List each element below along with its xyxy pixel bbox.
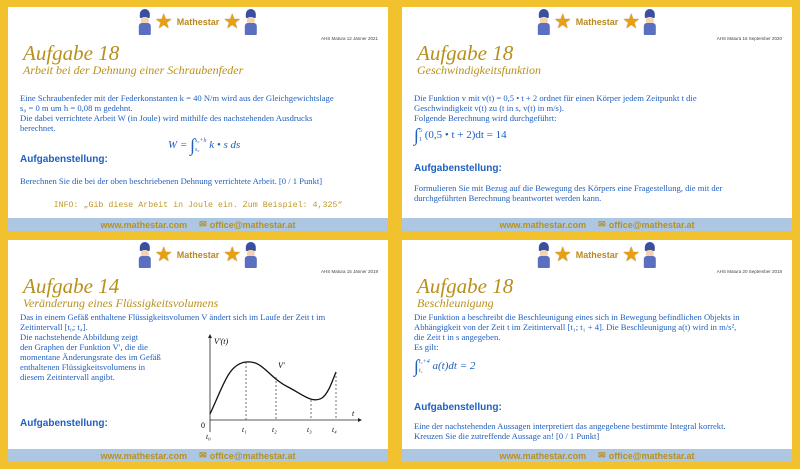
velocity-integral-formula	[414, 125, 507, 146]
mail-icon: ✉	[199, 450, 207, 460]
star-icon: ★	[553, 244, 572, 266]
intro-line: Geschwindigkeit v(t) zu (t in s, v(t) in m/s).	[414, 103, 564, 113]
mathestar-logo	[137, 9, 259, 35]
email-link[interactable]	[598, 450, 694, 461]
website-link[interactable]: www.mathestar.com	[499, 450, 587, 461]
footer-bar	[402, 449, 792, 462]
wizard-mascot-icon	[137, 242, 153, 268]
task-subtitle: Arbeit bei der Dehnung einer Schraubenfeder	[23, 63, 244, 77]
formula-integrand: k • s ds	[209, 139, 241, 152]
tick-label: t₀	[206, 432, 211, 441]
v-prime-curve	[210, 362, 336, 414]
wizard-mascot-icon	[642, 9, 658, 35]
mail-icon: ✉	[598, 219, 606, 229]
wizard-mascot-icon	[243, 9, 259, 35]
rate-of-change-graph	[198, 332, 368, 447]
star-icon: ★	[223, 11, 242, 33]
footer-bar	[8, 449, 388, 462]
task-intro	[414, 93, 697, 123]
website-link[interactable]: www.mathestar.com	[100, 219, 188, 230]
integral-lower-bound: s₀	[195, 146, 200, 153]
task-heading: Aufgabenstellung:	[414, 402, 502, 413]
star-icon: ★	[622, 244, 641, 266]
task-heading: Aufgabenstellung:	[20, 154, 108, 165]
intro-line: berechnet.	[20, 123, 56, 133]
star-icon: ★	[154, 11, 173, 33]
acceleration-integral-formula	[414, 356, 475, 377]
star-icon: ★	[553, 11, 572, 33]
wizard-mascot-icon	[536, 242, 552, 268]
task-intro	[414, 312, 740, 352]
task-heading: Aufgabenstellung:	[414, 163, 502, 174]
intro-line: Die nachstehende Abbildung zeigt	[20, 332, 139, 342]
tick-label: t₁	[242, 425, 247, 434]
intro-line: die Zeit t in s angegeben.	[414, 332, 501, 342]
task-line: Berechnen Sie die bei der oben beschriebenen Dehnung verrichtete Arbeit. [0 / 1 Punkt]	[20, 176, 323, 186]
intro-line: Die Funktion a beschreibt die Beschleunigung eines sich in Bewegung befindlichen Objekts in	[414, 312, 740, 322]
integral-upper-bound: s₀+h	[195, 137, 207, 144]
formula-integrand: (0,5 • t + 2)dt = 14	[424, 129, 507, 142]
x-axis-arrow-icon	[358, 418, 362, 422]
formula-lhs: W =	[168, 139, 188, 152]
curve-label: V′	[278, 361, 285, 370]
email-text: office@mathestar.at	[608, 450, 695, 461]
intro-line: diesem Zeitintervall angibt.	[20, 372, 115, 382]
integral-lower-bound: t₁	[418, 367, 423, 374]
origin-label: 0	[201, 421, 205, 430]
card-aufgabe-18-beschleunigung	[402, 240, 792, 462]
intro-line: Das in einem Gefäß enthaltene Flüssigkeitsvolumen V ändert sich im Laufe der Zeit t im	[20, 312, 326, 322]
tick-label: t₃	[307, 425, 312, 434]
mail-icon: ✉	[598, 450, 606, 460]
mathestar-logo	[536, 242, 658, 268]
work-integral-formula	[168, 135, 240, 156]
integral-sign-icon: ∫	[414, 125, 419, 145]
task-subtitle: Veränderung eines Flüssigkeitsvolumens	[23, 296, 219, 310]
intro-line: Eine Schraubenfeder mit der Federkonstanten k = 40 N/m wird aus der Gleichgewichtslage	[20, 93, 334, 103]
tick-label: t₄	[332, 425, 337, 434]
email-link[interactable]	[598, 219, 694, 230]
website-link[interactable]: www.mathestar.com	[100, 450, 188, 461]
intro-line: Die Funktion v mit v(t) = 0,5 • t + 2 ordnet für einen Körper jedem Zeitpunkt t die	[414, 93, 697, 103]
task-line: Eine der nachstehenden Aussagen interpretiert das angegebene bestimmte Integral korrekt.	[414, 421, 726, 431]
wizard-mascot-icon	[642, 242, 658, 268]
intro-line: Es gilt:	[414, 342, 439, 352]
task-title: Aufgabe 18	[23, 41, 120, 65]
email-text: office@mathestar.at	[209, 219, 296, 230]
task-title: Aufgabe 18	[417, 274, 514, 298]
wizard-mascot-icon	[243, 242, 259, 268]
star-icon: ★	[154, 244, 173, 266]
integral-upper-bound: t₁+4	[418, 358, 430, 365]
footer-bar	[402, 218, 792, 231]
email-text: office@mathestar.at	[608, 219, 695, 230]
card-aufgabe-18-geschwindigkeit	[402, 7, 792, 231]
task-text	[20, 176, 322, 186]
intro-line: den Graphen der Funktion V′, die die	[20, 342, 148, 352]
task-text	[414, 183, 722, 203]
mathestar-logo	[536, 9, 658, 35]
exam-date: AHS Matura 15 Jänner 2019	[320, 269, 378, 274]
intro-line: Zeitintervall [t₀; t₄].	[20, 322, 88, 332]
x-axis-label: t	[352, 409, 355, 418]
mathestar-logo	[137, 242, 259, 268]
brand-name: Mathestar	[176, 17, 220, 27]
task-text	[414, 421, 726, 441]
email-text: office@mathestar.at	[209, 450, 296, 461]
intro-line: Die dabei verrichtete Arbeit W (in Joule) wird mithilfe des nachstehenden Ausdrucks	[20, 113, 313, 123]
card-aufgabe-18-schraubenfeder	[8, 7, 388, 231]
tick-label: t₂	[272, 425, 277, 434]
website-link[interactable]: www.mathestar.com	[499, 219, 587, 230]
task-title: Aufgabe 18	[417, 41, 514, 65]
task-line: Kreuzen Sie die zutreffende Aussage an! [0 / 1 Punkt]	[414, 431, 600, 441]
y-axis-label: V′(t)	[214, 337, 229, 346]
wizard-mascot-icon	[536, 9, 552, 35]
intro-line: momentane Änderungsrate des im Gefäß	[20, 352, 161, 362]
integral-upper-bound: 5	[418, 127, 422, 134]
task-intro	[20, 93, 334, 133]
brand-name: Mathestar	[575, 17, 619, 27]
exam-date: AHS Matura 20 September 2018	[716, 269, 782, 274]
task-title: Aufgabe 14	[23, 274, 120, 298]
star-icon: ★	[622, 11, 641, 33]
mail-icon: ✉	[199, 219, 207, 229]
task-heading: Aufgabenstellung:	[20, 418, 108, 429]
task-subtitle: Geschwindigkeitsfunktion	[417, 63, 541, 77]
brand-name: Mathestar	[176, 250, 220, 260]
task-line: durchgeführten Berechnung beantwortet werden kann.	[414, 193, 602, 203]
integral-lower-bound: 1	[418, 136, 422, 143]
integral-sign-icon: ∫	[414, 356, 419, 376]
integral-sign-icon: ∫	[190, 135, 196, 155]
email-link[interactable]	[199, 219, 295, 230]
exam-date: AHS Matura 12 Jänner 2021	[320, 36, 378, 41]
info-note: INFO: „Gib diese Arbeit in Joule ein. Zum Beispiel: 4,325“	[53, 201, 343, 210]
task-line: Formulieren Sie mit Bezug auf die Bewegung des Körpers eine Fragestellung, die mit der	[414, 183, 723, 193]
y-axis-arrow-icon	[208, 334, 212, 338]
intro-line: s₀ = 0 m um h = 0,08 m gedehnt.	[20, 103, 133, 113]
formula-integrand: a(t)dt = 2	[432, 360, 476, 373]
intro-line: Abhängigkeit von der Zeit t im Zeitintervall [t₁; t₁ + 4]. Die Beschleunigung a(t) wird in m/s²,	[414, 322, 737, 332]
card-aufgabe-14-fluessigkeitsvolumen	[8, 240, 388, 462]
footer-bar	[8, 218, 388, 231]
brand-name: Mathestar	[575, 250, 619, 260]
email-link[interactable]	[199, 450, 295, 461]
intro-line: Folgende Berechnung wird durchgeführt:	[414, 113, 557, 123]
wizard-mascot-icon	[137, 9, 153, 35]
intro-line: enthaltenen Flüssigkeitsvolumens in	[20, 362, 146, 372]
task-subtitle: Beschleunigung	[417, 296, 494, 310]
exam-date: AHS Matura 16 September 2020	[716, 36, 782, 41]
star-icon: ★	[223, 244, 242, 266]
